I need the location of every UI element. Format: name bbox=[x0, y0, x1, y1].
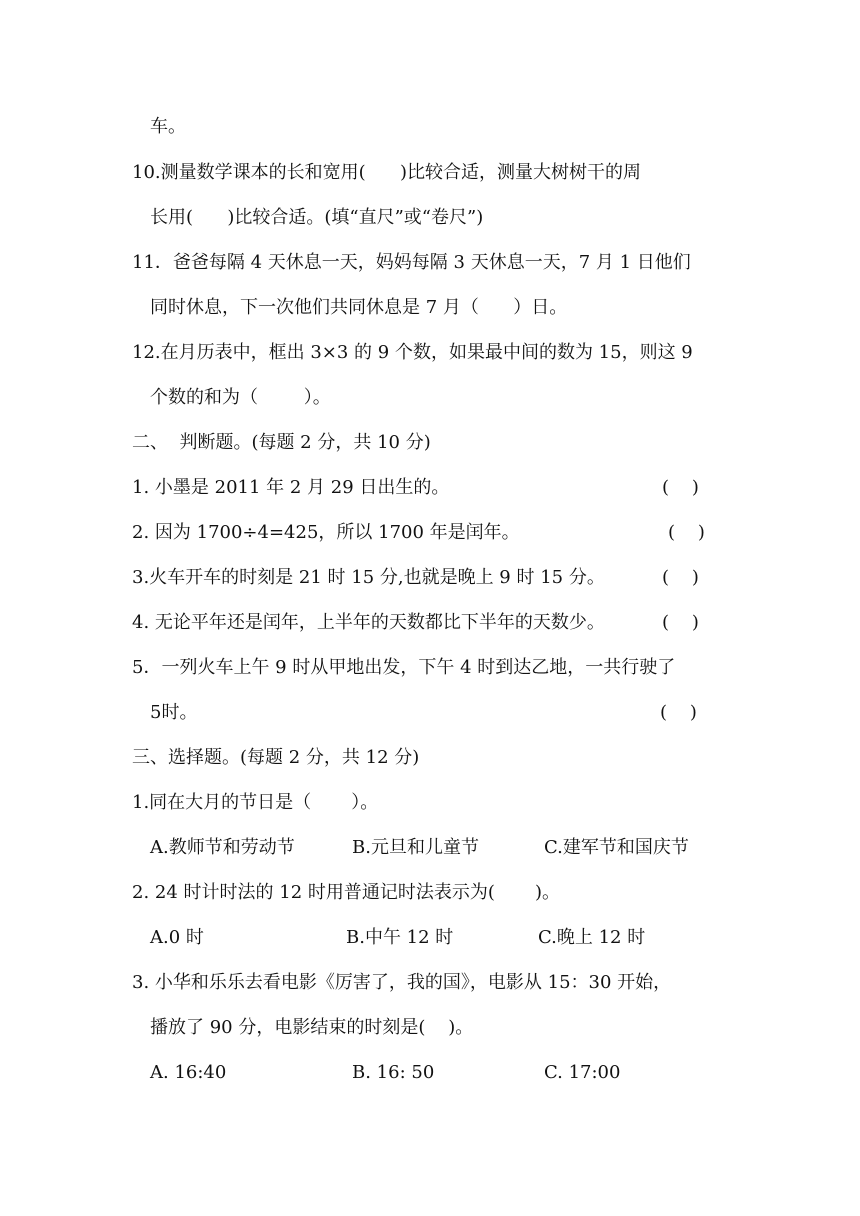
choice-1-option-a: A.教师节和劳动节 bbox=[150, 837, 295, 858]
choice-question-3-line-1: 3. 小华和乐乐去看电影《厉害了，我的国》，电影从 15：30 开始， bbox=[132, 972, 672, 993]
question-12-line-2: 个数的和为（ ）。 bbox=[150, 387, 331, 408]
question-10-line-1: 10.测量数学课本的长和宽用( )比较合适，测量大树树干的周 bbox=[132, 162, 641, 183]
judge-item-2: 2. 因为 1700÷4=425，所以 1700 年是闰年。 bbox=[132, 522, 520, 543]
judge-item-3: 3.火车开车的时刻是 21 时 15 分,也就是晚上 9 时 15 分。 bbox=[132, 567, 605, 588]
choice-1-option-b: B.元旦和儿童节 bbox=[352, 837, 479, 858]
judge-item-2-answer-bracket: ( ) bbox=[668, 522, 705, 543]
choice-3-option-a: A. 16:40 bbox=[150, 1062, 227, 1083]
judge-item-4: 4. 无论平年还是闰年，上半年的天数都比下半年的天数少。 bbox=[132, 612, 605, 633]
choice-2-option-c: C.晚上 12 时 bbox=[538, 927, 646, 948]
section-3-heading: 三、选择题。(每题 2 分，共 12 分) bbox=[132, 747, 420, 768]
judge-item-4-answer-bracket: ( ) bbox=[662, 612, 699, 633]
choice-2-option-a: A.0 时 bbox=[150, 927, 204, 948]
question-11-line-1: 11．爸爸每隔 4 天休息一天，妈妈每隔 3 天休息一天，7 月 1 日他们 bbox=[132, 252, 691, 273]
judge-item-5-answer-bracket: ( ) bbox=[660, 702, 697, 723]
choice-3-option-b: B. 16: 50 bbox=[352, 1062, 435, 1083]
question-12-line-1: 12.在月历表中，框出 3×3 的 9 个数，如果最中间的数为 15，则这 9 bbox=[132, 342, 693, 363]
judge-item-3-answer-bracket: ( ) bbox=[662, 567, 699, 588]
judge-item-1-answer-bracket: ( ) bbox=[662, 477, 699, 498]
question-11-line-2: 同时休息，下一次他们共同休息是 7 月（ ）日。 bbox=[150, 297, 568, 318]
question-10-line-2: 长用( )比较合适。(填“直尺”或“卷尺”) bbox=[150, 207, 484, 228]
choice-3-option-c: C. 17:00 bbox=[544, 1062, 621, 1083]
judge-item-1: 1. 小墨是 2011 年 2 月 29 日出生的。 bbox=[132, 477, 450, 498]
choice-1-option-c: C.建军节和国庆节 bbox=[544, 837, 689, 858]
judge-item-5-line-2: 5时。 bbox=[150, 702, 198, 723]
section-2-heading: 二、 判断题。(每题 2 分，共 10 分) bbox=[132, 432, 431, 453]
question-9-tail: 车。 bbox=[150, 116, 186, 137]
choice-question-1: 1.同在大月的节日是（ ）。 bbox=[132, 792, 379, 813]
choice-question-2: 2. 24 时计时法的 12 时用普通记时法表示为( )。 bbox=[132, 882, 560, 903]
choice-2-option-b: B.中午 12 时 bbox=[346, 927, 454, 948]
choice-question-3-line-2: 播放了 90 分，电影结束的时刻是( )。 bbox=[150, 1017, 474, 1038]
judge-item-5-line-1: 5．一列火车上午 9 时从甲地出发，下午 4 时到达乙地，一共行驶了 bbox=[132, 657, 676, 678]
